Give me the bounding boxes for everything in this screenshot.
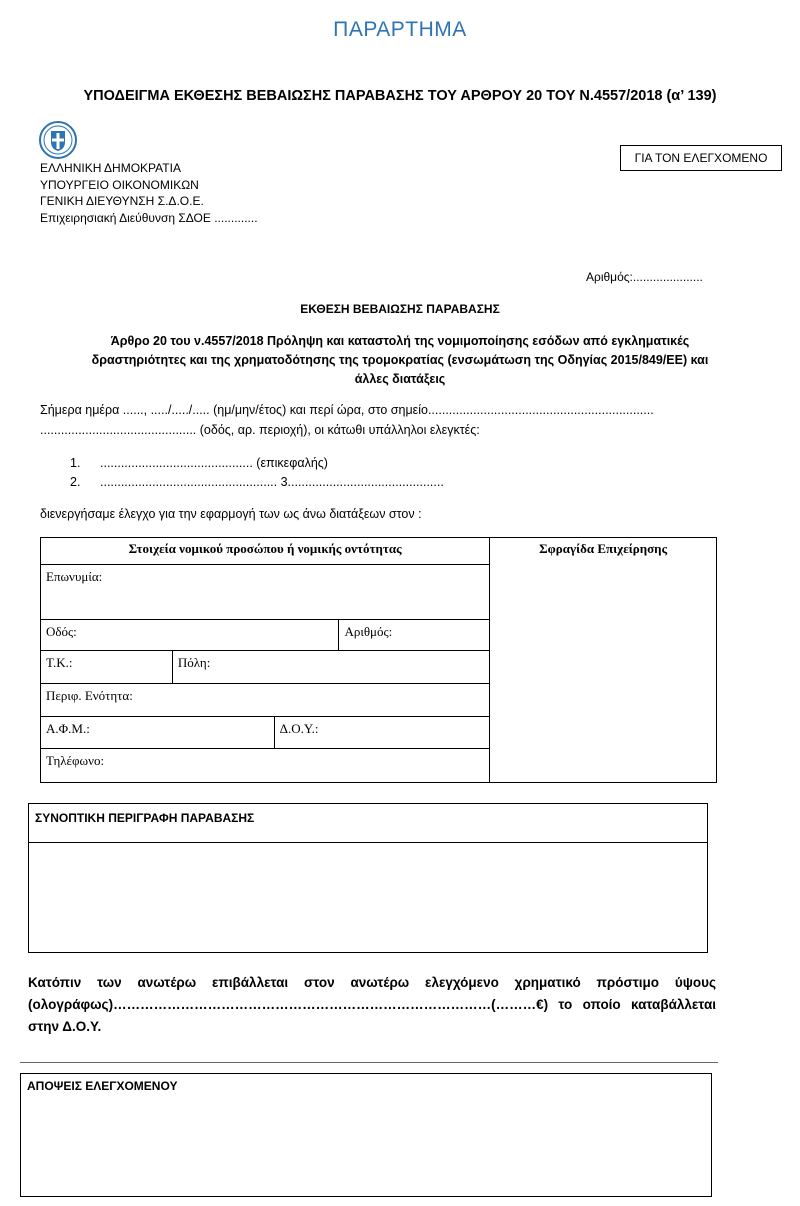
penalty-statement: Κατόπιν των ανωτέρω επιβάλλεται στον ανωτέρω ελεγχόμενο χρηματικό πρόστιμο ύψους (ολογράφως)…………………………………………………………………………(………€) το οποίο καταβάλλεται στην Δ.Ο.Υ.	[28, 975, 716, 1034]
header-line: ΕΛΛΗΝΙΚΗ ΔΗΜΟΚΡΑΤΙΑ	[40, 161, 181, 175]
conducted-inspection-line: διενεργήσαμε έλεγχο για την εφαρμογή των ως άνω διατάξεων στον :	[40, 507, 422, 521]
greek-coat-of-arms-icon	[38, 120, 78, 160]
violation-description-title: ΣΥΝΟΠΤΙΚΗ ΠΕΡΙΓΡΑΦΗ ΠΑΡΑΒΑΣΗΣ	[35, 811, 255, 825]
legal-entity-table	[40, 537, 717, 783]
copy-recipient-box: ΓΙΑ ΤΟΝ ΕΛΕΓΧΟΜΕΝΟ	[620, 145, 782, 171]
company-stamp-header: Σφραγίδα Επιχείρησης	[539, 541, 668, 556]
inspector-field[interactable]: ................................................... 3.............................................	[100, 475, 444, 489]
company-name-field[interactable]: Επωνυμία:	[46, 569, 103, 584]
afm-field[interactable]: Α.Φ.Μ.:	[46, 721, 90, 736]
section-separator	[20, 1062, 718, 1063]
article-line: δραστηριότητες και της χρηματοδότησης της τρομοκρατίας (ενσωμάτωση της Οδηγίας 2015/849/ΕΕ) και	[91, 353, 709, 367]
intro-line[interactable]: Σήμερα ημέρα ......, ...../...../..... (ημ/μην/έτος) και περί ώρα, στο σημείο.................................................................	[40, 403, 654, 417]
street-number-field[interactable]: Αριθμός:	[344, 624, 393, 639]
legal-entity-header: Στοιχεία νομικού προσώπου ή νομικής οντότητας	[128, 541, 402, 556]
authority-header	[40, 160, 258, 226]
city-field[interactable]: Πόλη:	[177, 655, 211, 670]
violation-divider	[29, 842, 707, 843]
violation-description-input[interactable]	[31, 844, 705, 950]
inspector-number: 1.	[70, 456, 81, 470]
annex-title: ΠΑΡΑΡΤΗΜΑ	[333, 18, 467, 41]
inspector-field[interactable]: ............................................ (επικεφαλής)	[100, 456, 328, 470]
model-title: ΥΠΟΔΕΙΓΜΑ ΕΚΘΕΣΗΣ ΒΕΒΑΙΩΣΗΣ ΠΑΡΑΒΑΣΗΣ ΤΟΥ ΑΡΘΡΟΥ 20 ΤΟΥ Ν.4557/2018 (α’ 139)	[83, 88, 717, 104]
tax-office-field[interactable]: Δ.Ο.Υ.:	[279, 721, 319, 736]
postcode-field[interactable]: Τ.Κ.:	[46, 655, 73, 670]
report-number-field[interactable]: Αριθμός:.....................	[586, 270, 703, 284]
article-line: Άρθρο 20 του ν.4557/2018 Πρόληψη και καταστολή της νομιμοποίησης εσόδων από εγκληματικές	[110, 334, 690, 348]
article-reference	[45, 332, 755, 389]
header-line: ΓΕΝΙΚΗ ΔΙΕΥΘΥΝΣΗ Σ.Δ.Ο.Ε.	[40, 194, 204, 208]
controlled-party-views-box[interactable]	[20, 1073, 712, 1197]
region-field[interactable]: Περιφ. Ενότητα:	[46, 688, 133, 703]
intro-line[interactable]: ............................................. (οδός, αρ. περιοχή), οι κάτωθι υπάλληλοι ελεγκτές:	[40, 423, 480, 437]
phone-field[interactable]: Τηλέφωνο:	[46, 753, 105, 768]
controlled-party-views-title: ΑΠΟΨΕΙΣ ΕΛΕΓΧΟΜΕΝΟΥ	[27, 1079, 178, 1093]
inspector-number: 2.	[70, 475, 81, 489]
article-line: άλλες διατάξεις	[354, 372, 446, 386]
violation-description-box	[28, 803, 708, 953]
header-line: Επιχειρησιακή Διεύθυνση ΣΔΟΕ .............	[40, 210, 258, 225]
street-field[interactable]: Οδός:	[46, 624, 77, 639]
report-title: ΕΚΘΕΣΗ ΒΕΒΑΙΩΣΗΣ ΠΑΡΑΒΑΣΗΣ	[300, 302, 500, 316]
header-line: ΥΠΟΥΡΓΕΙΟ ΟΙΚΟΝΟΜΙΚΩΝ	[40, 177, 199, 192]
